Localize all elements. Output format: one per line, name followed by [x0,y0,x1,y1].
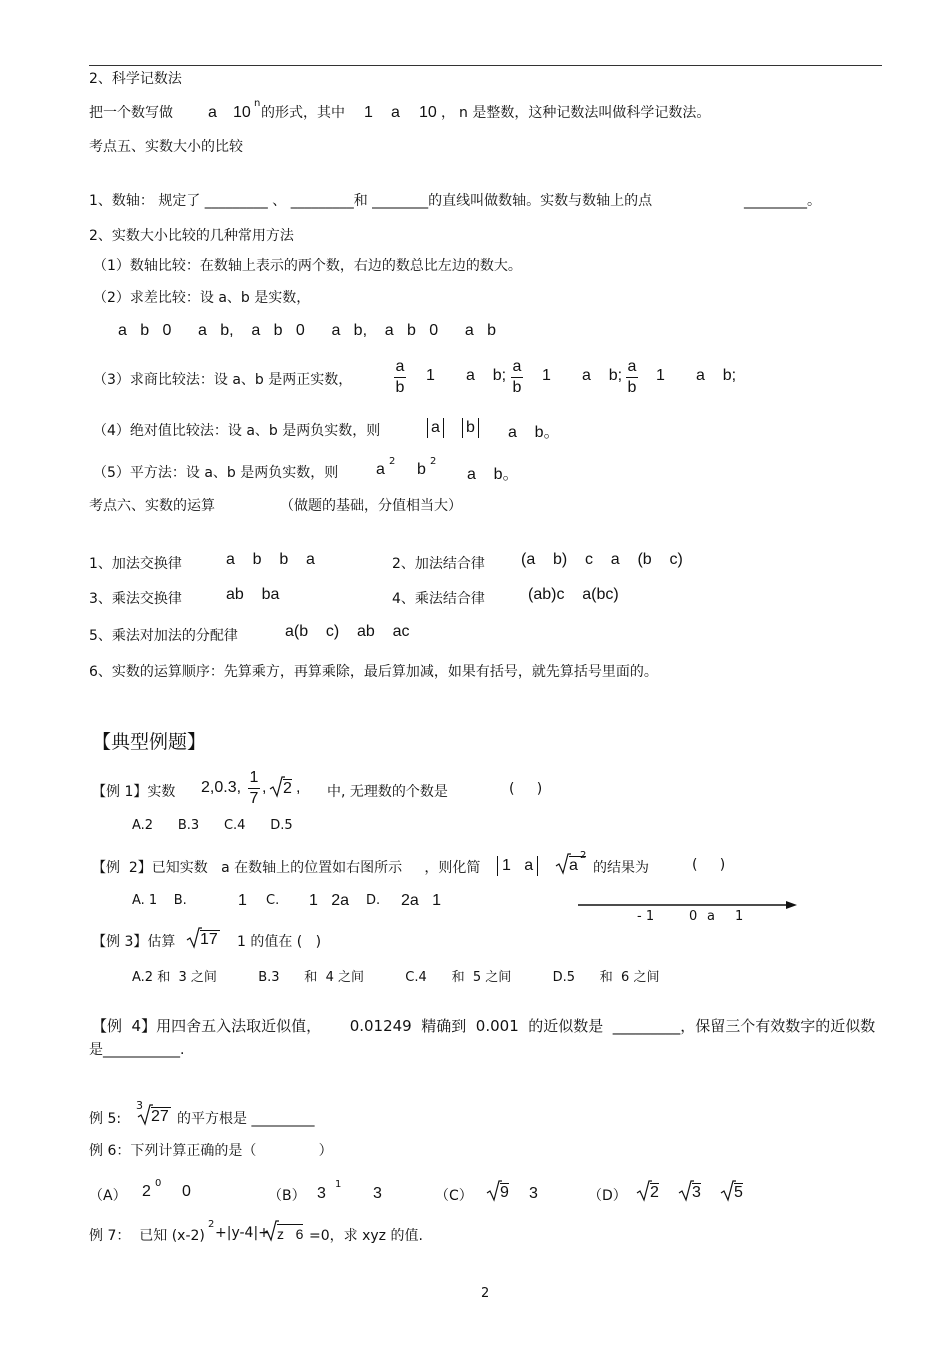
ex6-a-val: 0 [182,1183,191,1200]
law-6: 6、实数的运算顺序：先算乘方，再算乘除，最后算加减，如果有括号，就先算括号里面的。 [89,664,658,680]
numline-tick-1: 1 [735,909,744,924]
header-rule [89,65,882,66]
ex2-sqrt-body: a [569,856,586,875]
ex7-sup: 2 [208,1219,215,1230]
page-number: 2 [481,1286,490,1301]
m3-fraction-2: a b [512,358,522,396]
ex2-label: 【例 2】已知实数 a 在数轴上的位置如右图所示 ，则化简 [92,860,481,876]
examples-heading: 【典型例题】 [92,731,207,753]
ex6-a-sup: 0 [155,1178,162,1189]
ex6-b-val: 3 [373,1185,382,1202]
kd5-line1: 1、数轴： 规定了 _________ 、 _________和 ________的直线叫做数轴。实数与数轴上的点 [89,193,653,209]
kd5-line1-blank: _________。 [744,193,821,209]
ex6-c-label: （C） [435,1188,473,1204]
sci-a: a [208,104,217,121]
m5-post: a b。 [467,466,519,483]
ex6-b-base: 3 [317,1185,326,1202]
ex7-pre: 例 7： 已知 (x-2) [89,1228,205,1244]
ex1-sqrt-body: 2 [283,780,292,797]
ex2-option-c: 1 2a [309,892,350,909]
ex1-expr-b: , [262,779,267,796]
ex5-root-index: 3 [136,1099,143,1112]
ex6-b-sup: 1 [335,1179,342,1190]
kd6-note: （做题的基础，分值相当大） [280,498,462,514]
law-5-label: 5、乘法对加法的分配律 [89,628,238,644]
method-5: （5）平方法：设 a、b 是两负实数，则 [93,465,339,481]
kd5-title: 考点五、实数大小的比较 [89,139,243,155]
sci-def-post: n 是整数，这种记数法叫做科学记数法。 [459,105,711,121]
ex3-options: A.2 和 3 之间 B.3 和 4 之间 C.4 和 5 之间 D.5 和 6 之间 [132,970,660,985]
law-2-label: 2、加法结合律 [392,556,485,572]
ex6-a-base: 2 [142,1183,151,1200]
number-line-icon [575,897,800,911]
method-1: （1）数轴比较：在数轴上表示的两个数，右边的数总比左边的数大。 [93,258,522,274]
ex1-tail: 中, 无理数的个数是 [327,784,448,800]
law-5-expr: a(b c) ab ac [285,623,410,640]
sci-1: 1 [364,104,373,121]
ex2-sup: 2 [580,850,587,861]
ex3-tail: 1 的值在 ( ) [237,934,322,950]
numline-tick-0: 0 [689,909,698,924]
section-title: 2、科学记数法 [89,71,182,87]
ex6-d-radicand-3: 5 [734,1184,743,1201]
ex2-option-d-label: D. [366,893,381,908]
ex1-expr-a: 2,0.3, [201,779,242,796]
sci-10b: 10 [419,104,437,121]
ex4-line1: 【例 4】用四舍五入法取近似值， 0.01249 精确到 0.001 的近似数是 _________，保留三个有效数字的近似数 [92,1017,876,1035]
m4-abs-b: b [462,418,479,438]
sci-exp-n: n [254,98,261,109]
ex1-answer-paren: ( ) [509,781,543,797]
ex3-label: 【例 3】估算 [92,934,176,950]
m5-sup-b: 2 [430,456,437,467]
method-2-expr: a b 0 a b, a b 0 a b, a b 0 a b [118,322,496,339]
law-3-expr: ab ba [226,586,280,603]
m3-fraction-3: a b [627,358,637,396]
sci-notation-def-pre: 把一个数写做 [89,105,173,121]
ex6-c-val: 3 [529,1185,538,1202]
law-3-label: 3、乘法交换律 [89,591,182,607]
ex6-a-label: （A） [89,1188,127,1204]
ex2-option-a: A. 1 B. [132,893,187,908]
ex2-answer-paren: ( ) [692,857,726,873]
m3-part-1: 1 a b; [426,367,507,384]
ex1-label: 【例 1】实数 [92,784,176,800]
ex2-option-d: 2a 1 [401,892,442,909]
sci-a2: a [391,104,400,121]
ex2-tail: 的结果为 [593,860,649,876]
sci-def-mid: 的形式，其中 [261,105,345,121]
ex7-mid: +|y-4|+ [215,1225,270,1241]
numline-tick-a: a [707,909,715,924]
ex6-d-label: （D） [588,1188,627,1204]
ex7-radicand: z 6 [277,1226,304,1242]
ex1-options: A.2 B.3 C.4 D.5 [132,818,293,833]
m5-sup-a: 2 [389,456,396,467]
ex1-expr-c: , [296,779,301,796]
ex6-c-radicand: 9 [500,1184,509,1201]
ex3-sqrt-body: 17 [200,931,218,948]
ex5-label: 例 5: [89,1111,122,1127]
m3-part-3: 1 a b; [656,367,737,384]
ex6-b-label: （B） [268,1188,306,1204]
law-2-expr: (a b) c a (b c) [521,551,683,568]
m4-abs-a: a [427,418,444,438]
m5-b: b [417,461,426,478]
sci-comma: ， [441,105,455,121]
law-1-expr: a b b a [226,551,315,568]
ex5-tail: 的平方根是 _________ [177,1111,315,1127]
ex5-radicand: 27 [151,1108,169,1125]
ex7-post: =0，求 xyz 的值. [309,1228,423,1244]
method-4: （4）绝对值比较法：设 a、b 是两负实数，则 [93,423,381,439]
kd5-line2: 2、实数大小比较的几种常用方法 [89,228,294,244]
ex2-option-b: 1 [238,892,247,909]
method-2: （2）求差比较：设 a、b 是实数， [93,290,311,306]
method-3: （3）求商比较法：设 a、b 是两正实数， [93,372,353,388]
law-4-label: 4、乘法结合律 [392,591,485,607]
numline-tick-neg1: - 1 [637,909,655,924]
ex6-d-radicand-1: 2 [650,1184,659,1201]
law-4-expr: (ab)c a(bc) [528,586,619,603]
ex6-d-radicand-2: 3 [692,1184,701,1201]
m3-fraction-1: a b [395,358,405,396]
kd6-title: 考点六、实数的运算 [89,498,215,514]
ex2-option-c-label: C. [266,893,280,908]
law-1-label: 1、加法交换律 [89,556,182,572]
ex1-fraction: 1 7 [249,769,259,807]
m4-post: a b。 [508,424,560,441]
m5-a: a [376,461,385,478]
ex6-stem: 例 6：下列计算正确的是（ ） [89,1143,333,1159]
sci-10: 10 [233,104,251,121]
m3-part-2: 1 a b; [542,367,623,384]
ex4-line2: 是___________. [89,1042,185,1058]
ex2-abs: 1 a [497,856,538,876]
